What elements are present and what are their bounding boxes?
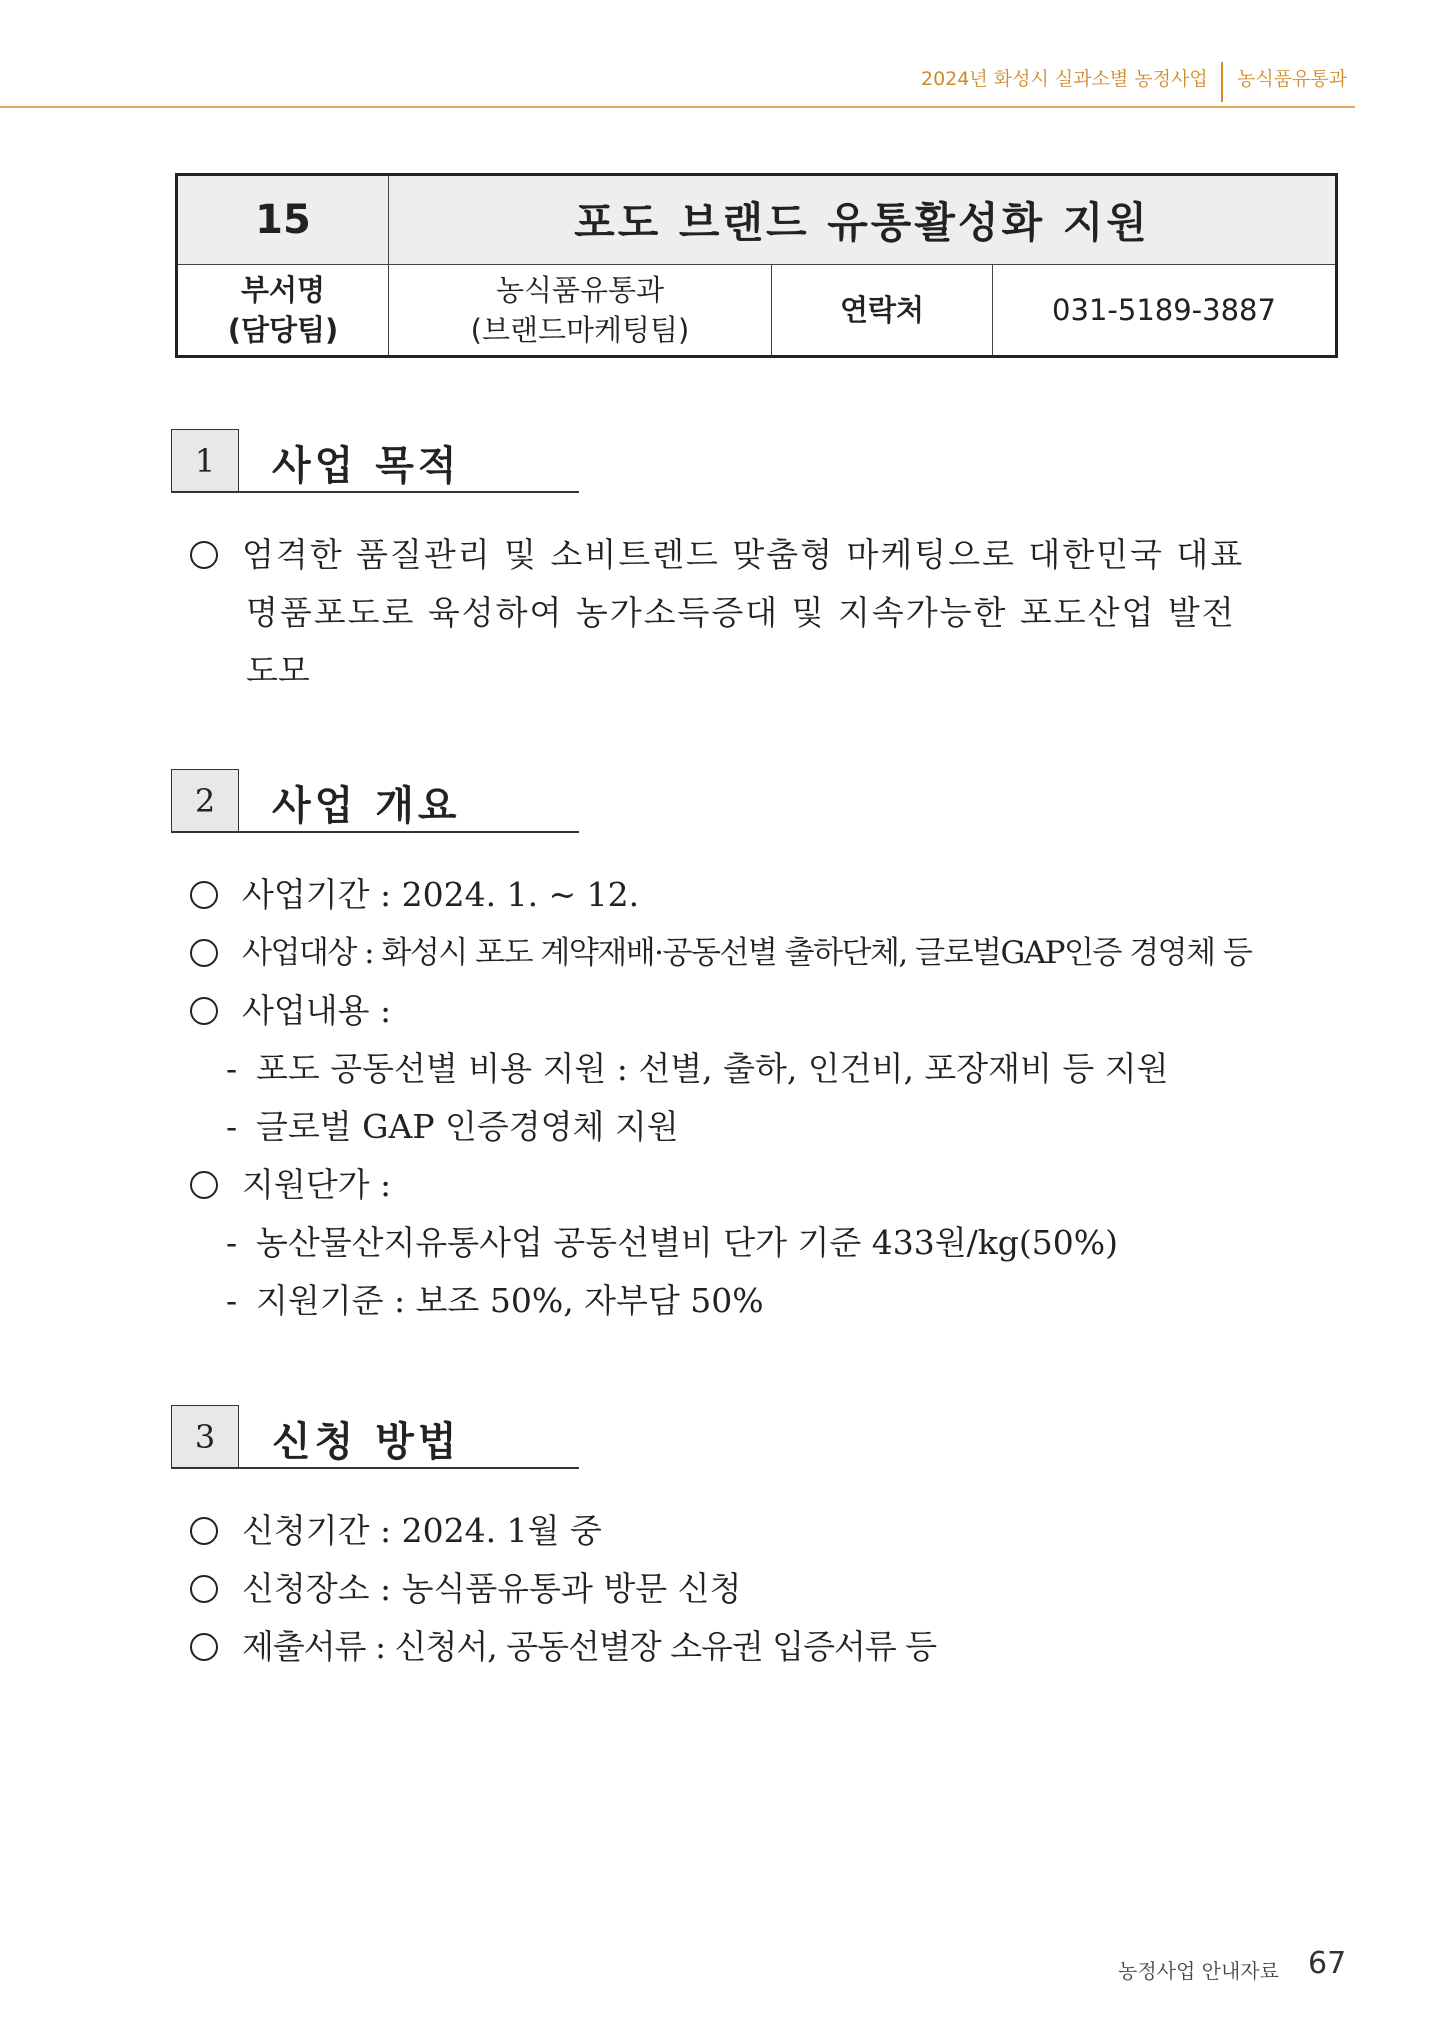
section-3-title: 신청 방법 <box>272 1419 461 1465</box>
list-item: 신청기간 : 2024. 1월 중 <box>190 1502 1340 1560</box>
contact-value: 031-5189-3887 <box>993 265 1337 357</box>
dash-bullet: - <box>226 1223 238 1262</box>
list-item: 사업대상 : 화성시 포도 계약재배·공동선별 출하단체, 글로벌GAP인증 경영체 등 <box>190 924 1340 982</box>
page-number: 67 <box>1308 1946 1347 1981</box>
section-2-number: 2 <box>171 769 239 833</box>
section-2-body <box>190 866 1340 1330</box>
list-item: 신청장소 : 농식품유통과 방문 신청 <box>190 1560 1340 1618</box>
section-1-body <box>190 526 1340 700</box>
circle-bullet-icon <box>190 997 218 1025</box>
dept-value-cell <box>389 265 772 357</box>
sub-list-item: - 농산물산지유통사업 공동선별비 단가 기준 433원/kg(50%) <box>190 1214 1340 1272</box>
sub-list-item: - 포도 공동선별 비용 지원 : 선별, 출하, 인건비, 포장재비 등 지원 <box>190 1040 1340 1098</box>
dash-bullet: - <box>226 1049 238 1088</box>
team-label: (담당팀) <box>227 313 339 347</box>
circle-bullet-icon <box>190 881 218 909</box>
list-item: 사업내용 : <box>190 982 1340 1040</box>
header-rule <box>0 106 1355 108</box>
circle-bullet-icon <box>190 1575 218 1603</box>
section-3-rule <box>171 1467 579 1469</box>
circle-bullet-icon <box>190 1517 218 1545</box>
circle-bullet-icon <box>190 939 218 967</box>
dept-label: 부서명 <box>240 273 326 307</box>
dash-bullet: - <box>226 1107 238 1146</box>
header-department: 농식품유통과 <box>1237 68 1348 90</box>
project-info-table <box>175 173 1338 358</box>
section-2-title: 사업 개요 <box>272 783 461 829</box>
list-item-continuation: 도모 <box>246 651 310 690</box>
project-number: 15 <box>177 175 389 265</box>
header-document-title: 2024년 화성시 실과소별 농정사업 <box>921 68 1208 90</box>
section-3-body <box>190 1502 1340 1676</box>
footer-label: 농정사업 안내자료 <box>1118 1959 1279 1983</box>
sub-list-item: - 글로벌 GAP 인증경영체 지원 <box>190 1098 1340 1156</box>
section-1-number: 1 <box>171 429 239 493</box>
list-item: 엄격한 품질관리 및 소비트렌드 맞춤형 마케팅으로 대한민국 대표 <box>190 526 1340 584</box>
list-item-continuation: 명품포도로 육성하여 농가소득증대 및 지속가능한 포도산업 발전 <box>246 593 1236 632</box>
circle-bullet-icon <box>190 1633 218 1661</box>
team-value: (브랜드마케팅팀) <box>470 313 690 347</box>
circle-bullet-icon <box>190 541 218 569</box>
circle-bullet-icon <box>190 1171 218 1199</box>
section-1-rule <box>171 491 579 493</box>
project-title: 포도 브랜드 유통활성화 지원 <box>389 175 1337 265</box>
sub-list-item: - 지원기준 : 보조 50%, 자부담 50% <box>190 1272 1340 1330</box>
contact-label: 연락처 <box>772 265 993 357</box>
list-item: 지원단가 : <box>190 1156 1340 1214</box>
list-item: 제출서류 : 신청서, 공동선별장 소유권 입증서류 등 <box>190 1618 1340 1676</box>
dept-value: 농식품유통과 <box>495 273 665 307</box>
list-item: 사업기간 : 2024. 1. ~ 12. <box>190 866 1340 924</box>
dash-bullet: - <box>226 1281 238 1320</box>
section-2-rule <box>171 831 579 833</box>
section-1-title: 사업 목적 <box>272 443 461 489</box>
dept-label-cell <box>177 265 389 357</box>
section-3-number: 3 <box>171 1405 239 1469</box>
header-separator <box>1221 62 1223 102</box>
